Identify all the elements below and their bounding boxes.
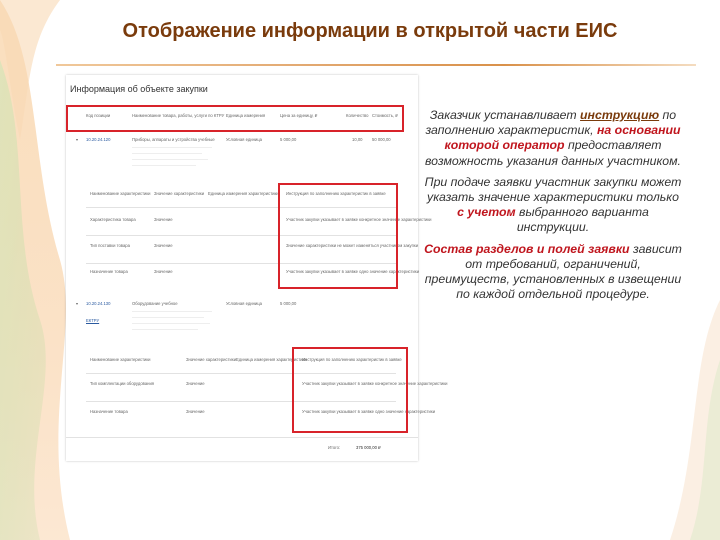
item1-char-header-unit: Единица измерения характеристики (208, 191, 279, 196)
item2-char1-instr: Участник закупки указывает в заявке конкретное значение характеристики (302, 381, 448, 386)
item1-char-header-name: Наименование характеристики (90, 191, 151, 196)
item1-char1-value: Значение (154, 217, 173, 222)
p1-highlight-operator: на основании которой оператор (444, 123, 681, 153)
item1-char3-value: Значение (154, 269, 173, 274)
item2-instruction-highlight-box (292, 347, 408, 433)
item1-char3-name: Назначение товара (90, 269, 128, 274)
total-label: Итого: (328, 445, 341, 450)
p2-text-a: При подаче заявки участник закупки может указать значение характеристики только (424, 174, 682, 205)
p2-text-c: выбранного варианта инструкции. (515, 205, 649, 235)
item1-qty: 10,00 (352, 137, 363, 142)
item1-char3-instr: Участник закупки указывает в заявке одно значение характеристики (286, 269, 420, 274)
p1-highlight-instruction: инструкцию (580, 108, 660, 122)
paragraph-composition (422, 242, 684, 303)
item2-price: 5 000,00 (280, 301, 297, 306)
item1-instruction-highlight-box (278, 183, 398, 289)
item1-toggle-icon[interactable]: ▾ (76, 137, 79, 142)
p1-text-a: Заказчик устанавливает (429, 108, 581, 122)
item2-char-header-instr: Инструкция по заполнению характеристик в заявке (302, 357, 402, 362)
header-col-price: Цена за единицу, ₽ (280, 113, 318, 118)
item1-cost: 50 000,00 (372, 137, 391, 142)
item2-name: Оборудование учебное (132, 301, 178, 306)
item1-char2-value: Значение (154, 243, 173, 248)
item2-char-header-unit: Единица измерения характеристики (236, 357, 307, 362)
slide-title: Отображение информации в открытой части ЕИС (122, 20, 618, 42)
item1-char-header-value: Значение характеристики (154, 191, 205, 196)
item2-unit: Условная единица (226, 301, 262, 306)
item2-ektru-link[interactable]: ЕКТРУ (86, 318, 100, 323)
header-highlight-box (66, 105, 404, 132)
explanation-text (422, 108, 684, 308)
item2-char2-name: Назначение товара (90, 409, 128, 414)
item1-char-header-instr: Инструкция по заполнению характеристик в заявке (286, 191, 386, 196)
paragraph-participant (422, 175, 684, 236)
header-col-code: Код позиции (86, 113, 111, 118)
item1-char2-instr: Значение характеристики не может изменяться участником закупки (286, 243, 419, 248)
item1-code[interactable]: 10.20.24.120 (86, 137, 111, 142)
screenshot-heading: Информация об объекте закупки (70, 84, 208, 94)
item2-char-header-name: Наименование характеристики (90, 357, 151, 362)
item1-char1-instr: Участник закупки указывает в заявке конкретное значение характеристики (286, 217, 432, 222)
item2-char1-value: Значение (186, 381, 205, 386)
item1-price: 5 000,00 (280, 137, 297, 142)
eis-screenshot (66, 75, 448, 461)
item2-code[interactable]: 10.20.24.130 (86, 301, 111, 306)
header-col-name: Наименование товара, работы, услуги по КТРУ (132, 113, 225, 118)
p2-highlight-considering: с учетом (457, 205, 516, 220)
p3-highlight-composition: Состав разделов и полей заявки (424, 241, 630, 256)
total-value: 375 000,00 ₽ (356, 445, 381, 450)
item2-char-header-value: Значение характеристики (186, 357, 237, 362)
paragraph-instruction (422, 108, 684, 169)
item2-char1-name: Тип комплектации оборудования (90, 381, 155, 386)
p1-text-e: предоставляет возможность указания данных участником. (425, 138, 681, 168)
item1-char2-name: Тип поставки товара (90, 243, 130, 248)
header-col-qty: Количество (346, 113, 369, 118)
item1-unit: Условная единица (226, 137, 262, 142)
title-divider (56, 64, 696, 66)
item1-char1-name: Характеристика товара (90, 217, 136, 222)
p1-text-c: по заполнению характеристик, (425, 108, 677, 138)
p3-text-b: зависит от требований, ограничений, преимуществ, установленных в извещении по каждой отдельной процедуре. (424, 241, 682, 302)
item1-name: Приборы, аппараты и устройства учебные (132, 137, 215, 142)
item2-toggle-icon[interactable]: ▾ (76, 301, 79, 306)
header-col-cost: Стоимость, ₽ (372, 113, 398, 118)
item2-char2-value: Значение (186, 409, 205, 414)
item2-char2-instr: Участник закупки указывает в заявке одно значение характеристики (302, 409, 436, 414)
header-col-unit: Единица измерения (226, 113, 266, 118)
